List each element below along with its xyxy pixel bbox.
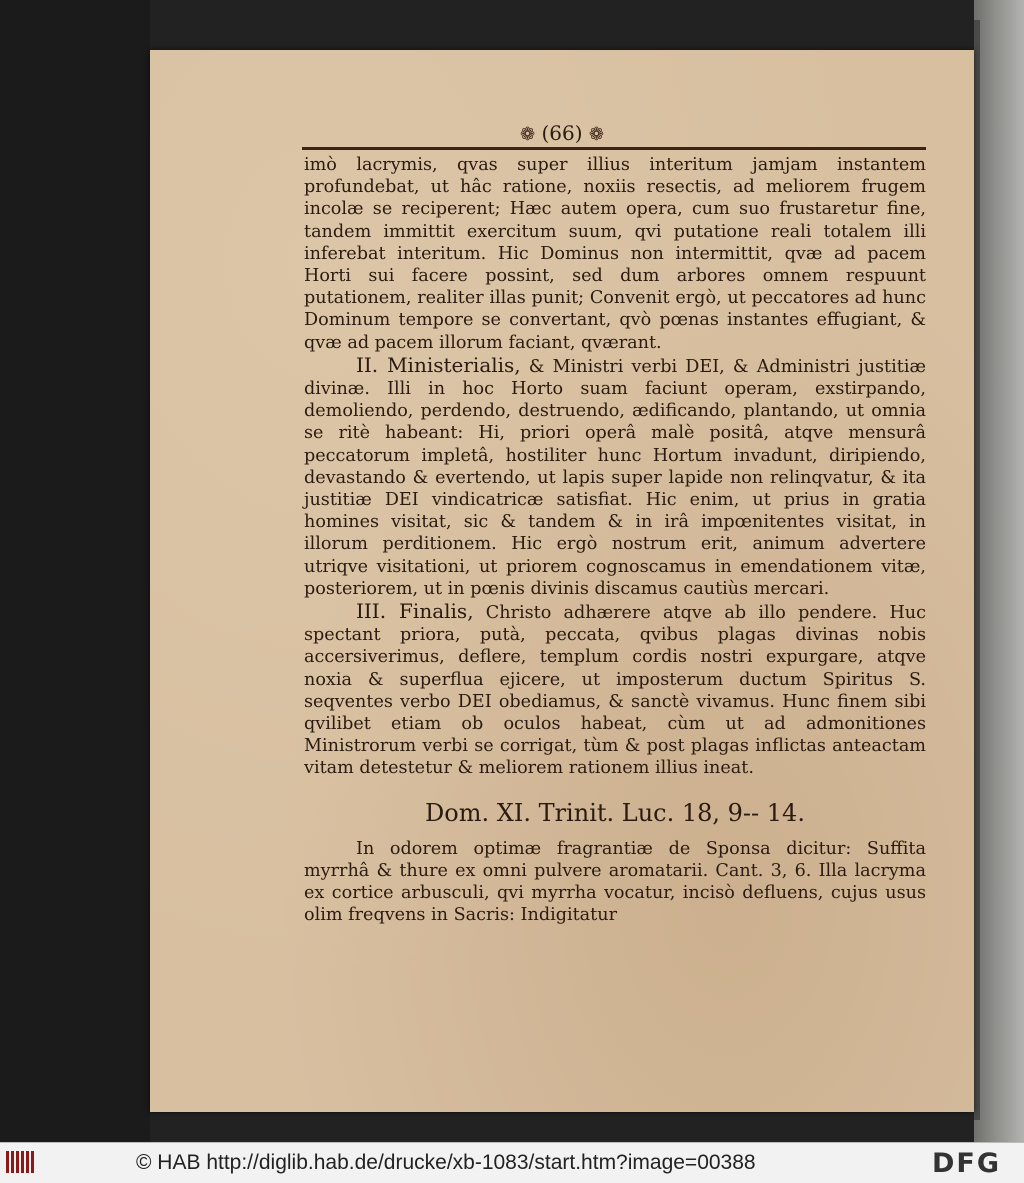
ornament-left-icon: ❁ <box>520 124 536 145</box>
scanned-page <box>150 50 974 1112</box>
paragraph-finalis <box>304 600 926 780</box>
footer-bar <box>0 1142 1024 1183</box>
paragraph-lead: III. Finalis, <box>356 599 474 624</box>
left-margin-background <box>0 0 150 1142</box>
paragraph-text: Christo adhærere atqve ab illo pendere. Huc spectant priora, putà, peccata, qvibus plagas divinas nobis accersiverimus, deflere, templum cordis nostri expurgare, atqve noxia & superflua ejicere, ut imposterum ductum Spiritus S. seqventes verbo DEI obediamus, & sanctè vivamus. Hunc finem sibi qvilibet etiam ob oculos habeat, cùm ut ad admonitiones Ministrorum verbi se corrigat, tùm & post plagas inflictas anteactam vitam detestetur & meliorem rationem illius ineat. <box>304 603 926 779</box>
dfg-logo: DFG <box>932 1148 1002 1179</box>
paragraph-continuation <box>304 154 926 354</box>
paragraph-text: In odorem optimæ fragrantiæ de Sponsa dicitur: Suffita myrrhâ & thure ex omni pulvere aromatarii. Cant. 3, 6. Illa lacryma ex cortice arbusculi, qvi myrrha vocatur, incisò defluens, cujus usus olim freqvens in Sacris: Indigitatur <box>304 838 926 926</box>
paragraph-text: imò lacrymis, qvas super illius interitum jamjam instantem profundebat, ut hâc ratione, noxiis resectis, ad meliorem frugem incolæ se reciperent; Hæc autem opera, cum suo frustaretur fine, tandem immittit exercitum suum, qvi putatione reali totalem illi inferebat interitum. Hic Dominus non intermittit, qvæ ad pacem Horti sui facere possint, sed dum arbores omnem respuunt putationem, realiter illas punit; Convenit ergò, ut peccatores ad hunc Dominum tempore se convertant, qvò pœnas instantes effugiant, & qvæ ad pacem illorum faciant, qværant. <box>304 155 926 353</box>
paragraph-lead: II. Ministerialis, <box>356 352 521 377</box>
ornament-right-icon: ❁ <box>588 124 604 145</box>
page-header <box>150 121 974 145</box>
section-heading: Dom. XI. Trinit. Luc. 18, 9-- 14. <box>425 798 805 827</box>
page-text <box>304 154 926 927</box>
hab-logo-icon <box>6 1151 42 1175</box>
paragraph-sermon <box>304 838 926 927</box>
page-number: (66) <box>541 121 583 145</box>
next-page-edge <box>974 0 1024 1142</box>
copyright-url[interactable]: © HAB http://diglib.hab.de/drucke/xb-1083/start.htm?image=00388 <box>136 1151 756 1174</box>
header-rule <box>302 147 926 150</box>
paragraph-text: & Ministri verbi DEI, & Administri justitiæ divinæ. Illi in hoc Horto suam faciunt operam, exstirpando, demoliendo, perdendo, destruendo, ædificando, plantando, ut omnia se ritè habeant: Hi, priori operâ malè positâ, atqve mensurâ peccatorum impletâ, hostiliter hunc Hortum invadunt, diripiendo, devastando & evertendo, ut lapis super lapide non relinqvatur, & ita justitiæ DEI vindicatricæ satisfiat. Hic enim, ut prius in gratia homines visitat, sic & tandem & in irâ impœnitentes visitat, in illorum perditionem. Hic ergò nostrum erit, animum advertere utriqve visitationi, ut priorem cognoscamus in emendationem vitæ, posteriorem, ut in pœnis divinis discamus cautiùs mercari. <box>304 356 926 599</box>
paragraph-ministerialis <box>304 354 926 600</box>
